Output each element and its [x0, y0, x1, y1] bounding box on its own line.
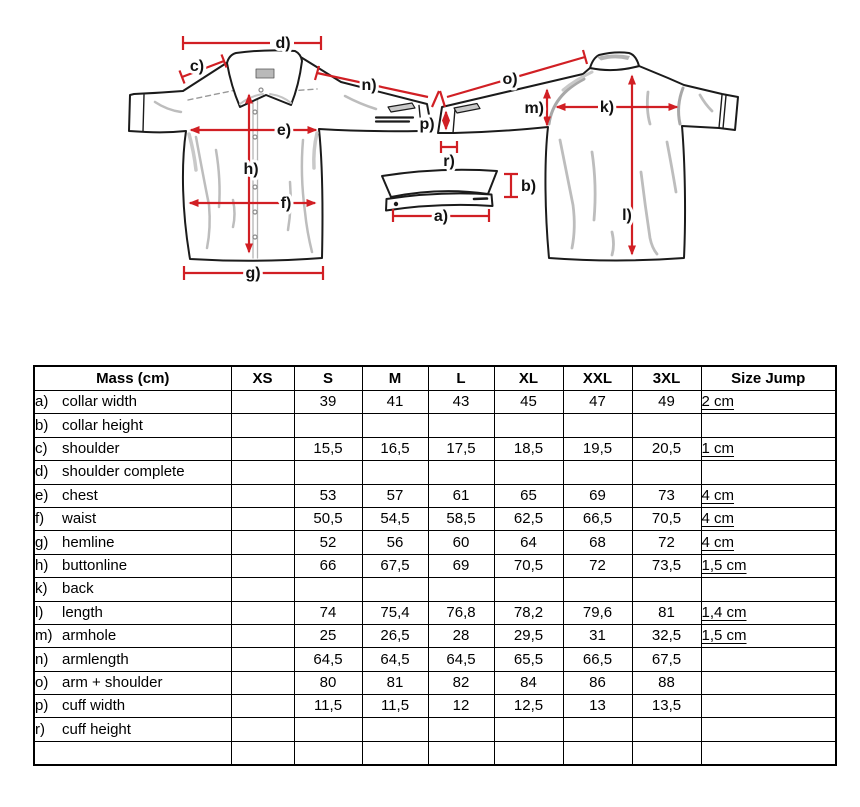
measure-letter: a) [35, 393, 49, 411]
column-header-mass: Mass (cm) [34, 366, 231, 391]
size-value-cell [294, 414, 362, 437]
size-value-cell: 25 [294, 624, 362, 647]
measure-letter: d) [35, 463, 49, 481]
measure-label-m: m) [524, 100, 544, 117]
size-value-cell: 79,6 [563, 601, 632, 624]
size-value-cell: 56 [362, 531, 428, 554]
size-value-cell: 64,5 [428, 648, 494, 671]
size-value-cell: 15,5 [294, 437, 362, 460]
table-row [34, 437, 836, 460]
size-value-cell [231, 718, 294, 741]
measure-name: collar height [62, 416, 143, 434]
size-jump-cell [701, 695, 836, 718]
size-value-cell: 82 [428, 671, 494, 694]
size-jump-cell [701, 507, 836, 530]
measure-name: waist [62, 510, 97, 528]
measure-letter: b) [35, 416, 49, 434]
shirt-front-illustration [129, 50, 435, 260]
table-row [34, 507, 836, 530]
table-row [34, 484, 836, 507]
table-row [34, 695, 836, 718]
size-jump-value: 2 cm [701, 393, 735, 411]
size-value-cell [362, 741, 428, 765]
size-value-cell: 50,5 [294, 507, 362, 530]
size-jump-cell [701, 531, 836, 554]
column-header-size-jump: Size Jump [701, 366, 836, 391]
size-value-cell [231, 531, 294, 554]
measure-label-l: l) [622, 207, 632, 224]
size-value-cell: 19,5 [563, 437, 632, 460]
measure-letter: n) [35, 650, 49, 668]
size-jump-cell [701, 671, 836, 694]
measure-name: armlength [62, 650, 129, 668]
table-row [34, 624, 836, 647]
measure-letter: g) [35, 533, 49, 551]
measure-label-k: k) [599, 99, 615, 116]
collar-illustration [382, 170, 497, 211]
size-value-cell: 13 [563, 695, 632, 718]
measure-name: hemline [62, 533, 115, 551]
measure-name-cell [34, 578, 231, 601]
size-value-cell: 64,5 [362, 648, 428, 671]
size-value-cell [563, 578, 632, 601]
size-value-cell [231, 624, 294, 647]
size-value-cell [362, 718, 428, 741]
measure-label-h: h) [243, 161, 259, 178]
size-jump-value: 4 cm [701, 533, 735, 551]
measure-letter: h) [35, 557, 49, 575]
size-value-cell: 66 [294, 554, 362, 577]
measure-name-cell [34, 624, 231, 647]
measure-name: back [62, 580, 94, 598]
size-value-cell: 39 [294, 391, 362, 414]
size-value-cell: 86 [563, 671, 632, 694]
size-value-cell [563, 741, 632, 765]
size-value-cell: 76,8 [428, 601, 494, 624]
measure-letter: r) [35, 720, 45, 738]
measure-letter: o) [35, 674, 49, 691]
size-value-cell: 58,5 [428, 507, 494, 530]
table-row [34, 461, 836, 484]
table-row [34, 531, 836, 554]
measure-name: cuff width [62, 697, 126, 715]
size-value-cell [294, 741, 362, 765]
measure-name: arm + shoulder [62, 674, 163, 691]
size-value-cell: 28 [428, 624, 494, 647]
measure-name-cell [34, 507, 231, 530]
size-value-cell [632, 414, 701, 437]
table-row [34, 414, 836, 437]
size-value-cell [632, 741, 701, 765]
size-jump-value: 4 cm [701, 486, 735, 504]
size-value-cell: 72 [632, 531, 701, 554]
size-value-cell [231, 648, 294, 671]
size-value-cell [632, 578, 701, 601]
size-value-cell [231, 741, 294, 765]
size-value-cell: 88 [632, 671, 701, 694]
size-value-cell [294, 718, 362, 741]
measure-letter: l) [35, 603, 44, 621]
size-value-cell [231, 507, 294, 530]
size-jump-cell [701, 578, 836, 601]
size-value-cell [563, 414, 632, 437]
measure-name: shoulder complete [62, 463, 185, 481]
size-value-cell: 64 [494, 531, 563, 554]
size-value-cell [494, 741, 563, 765]
size-value-cell [428, 718, 494, 741]
size-table [33, 365, 837, 766]
size-value-cell: 74 [294, 601, 362, 624]
size-value-cell [563, 461, 632, 484]
size-value-cell: 73 [632, 484, 701, 507]
size-value-cell: 69 [563, 484, 632, 507]
size-value-cell [494, 578, 563, 601]
size-jump-cell [701, 648, 836, 671]
measure-name-cell [34, 414, 231, 437]
size-jump-value: 1,5 cm [701, 627, 747, 645]
measure-letter: p) [35, 697, 49, 715]
measure-label-n: n) [361, 77, 377, 94]
size-value-cell: 84 [494, 671, 563, 694]
size-value-cell: 20,5 [632, 437, 701, 460]
size-table-body [34, 391, 836, 766]
size-value-cell: 16,5 [362, 437, 428, 460]
size-value-cell [231, 601, 294, 624]
measure-name-cell [34, 554, 231, 577]
measure-name-cell [34, 718, 231, 741]
size-jump-value: 1,4 cm [701, 603, 747, 621]
size-value-cell: 72 [563, 554, 632, 577]
size-value-cell: 70,5 [494, 554, 563, 577]
size-value-cell [231, 695, 294, 718]
measure-name: collar width [62, 393, 138, 411]
measure-name-cell [34, 531, 231, 554]
size-value-cell: 65,5 [494, 648, 563, 671]
size-value-cell [294, 461, 362, 484]
size-value-cell [563, 718, 632, 741]
measure-name: chest [62, 486, 98, 504]
measure-label-o: o) [502, 71, 518, 88]
measure-name-cell [34, 437, 231, 460]
size-value-cell: 69 [428, 554, 494, 577]
size-value-cell: 17,5 [428, 437, 494, 460]
size-jump-cell [701, 718, 836, 741]
measure-name-cell [34, 695, 231, 718]
size-value-cell: 75,4 [362, 601, 428, 624]
size-value-cell: 78,2 [494, 601, 563, 624]
size-value-cell: 31 [563, 624, 632, 647]
size-value-cell: 54,5 [362, 507, 428, 530]
table-header-row [34, 366, 836, 391]
size-value-cell: 32,5 [632, 624, 701, 647]
size-value-cell: 11,5 [294, 695, 362, 718]
size-jump-cell [701, 624, 836, 647]
size-value-cell: 26,5 [362, 624, 428, 647]
measure-label-g: g) [245, 265, 261, 282]
size-value-cell: 65 [494, 484, 563, 507]
size-value-cell [494, 414, 563, 437]
size-value-cell [231, 484, 294, 507]
size-value-cell [231, 461, 294, 484]
shirt-back-illustration [438, 52, 738, 260]
measure-label-r: r) [443, 153, 455, 170]
size-jump-cell [701, 554, 836, 577]
table-row [34, 391, 836, 414]
size-value-cell: 11,5 [362, 695, 428, 718]
measure-name: cuff height [62, 720, 131, 738]
size-value-cell [362, 461, 428, 484]
table-row [34, 718, 836, 741]
collar-button [394, 202, 398, 206]
measure-name: buttonline [62, 557, 128, 575]
measure-name-cell [34, 671, 231, 694]
size-value-cell [231, 671, 294, 694]
size-value-cell: 61 [428, 484, 494, 507]
size-value-cell: 67,5 [632, 648, 701, 671]
measure-name-cell [34, 484, 231, 507]
size-jump-cell [701, 391, 836, 414]
size-value-cell [632, 461, 701, 484]
size-value-cell: 62,5 [494, 507, 563, 530]
size-jump-cell [701, 484, 836, 507]
measure-name-cell [34, 741, 231, 765]
measure-label-f: f) [280, 195, 292, 212]
size-value-cell [294, 578, 362, 601]
measure-letter: k) [35, 580, 48, 598]
column-header-3xl: 3XL [632, 366, 701, 391]
size-value-cell: 13,5 [632, 695, 701, 718]
size-value-cell: 81 [362, 671, 428, 694]
size-value-cell: 12 [428, 695, 494, 718]
measure-label-e: e) [276, 122, 292, 139]
size-value-cell: 29,5 [494, 624, 563, 647]
measure-name-cell [34, 648, 231, 671]
size-value-cell: 12,5 [494, 695, 563, 718]
size-jump-value: 4 cm [701, 510, 735, 528]
measure-name: shoulder [62, 440, 120, 458]
size-value-cell: 45 [494, 391, 563, 414]
size-value-cell: 81 [632, 601, 701, 624]
size-value-cell: 57 [362, 484, 428, 507]
size-value-cell: 52 [294, 531, 362, 554]
size-jump-cell [701, 437, 836, 460]
column-header-xl: XL [494, 366, 563, 391]
size-value-cell [494, 461, 563, 484]
size-value-cell: 49 [632, 391, 701, 414]
table-row [34, 554, 836, 577]
size-value-cell [362, 414, 428, 437]
size-jump-cell [701, 741, 836, 765]
table-row [34, 601, 836, 624]
measure-label-d: d) [275, 35, 291, 52]
size-value-cell: 70,5 [632, 507, 701, 530]
size-value-cell: 64,5 [294, 648, 362, 671]
size-jump-value: 1,5 cm [701, 557, 747, 575]
size-value-cell: 80 [294, 671, 362, 694]
measure-label-b: b) [521, 178, 537, 195]
size-value-cell: 43 [428, 391, 494, 414]
size-value-cell: 60 [428, 531, 494, 554]
collar-buttonhole [474, 199, 487, 200]
size-value-cell [231, 391, 294, 414]
measure-letter: f) [35, 510, 45, 528]
measure-name-cell [34, 601, 231, 624]
table-row [34, 578, 836, 601]
measure-name-cell [34, 461, 231, 484]
size-value-cell [231, 437, 294, 460]
table-row [34, 741, 836, 765]
measure-letter: e) [35, 486, 49, 504]
measure-name: length [62, 603, 103, 621]
size-value-cell [632, 718, 701, 741]
measure-label-a: a) [433, 208, 449, 225]
size-value-cell: 73,5 [632, 554, 701, 577]
size-value-cell [362, 578, 428, 601]
size-value-cell: 41 [362, 391, 428, 414]
measure-letter: c) [35, 440, 48, 458]
size-value-cell [428, 461, 494, 484]
size-jump-value: 1 cm [701, 440, 735, 458]
column-header-xs: XS [231, 366, 294, 391]
measure-name-cell [34, 391, 231, 414]
column-header-s: S [294, 366, 362, 391]
size-value-cell: 53 [294, 484, 362, 507]
measure-label-p: p) [419, 116, 435, 133]
size-value-cell: 67,5 [362, 554, 428, 577]
size-value-cell [428, 578, 494, 601]
size-value-cell: 66,5 [563, 648, 632, 671]
shirt-measurement-diagram [0, 0, 860, 340]
size-value-cell [231, 578, 294, 601]
size-jump-cell [701, 601, 836, 624]
column-header-m: M [362, 366, 428, 391]
measure-label-c: c) [189, 58, 205, 75]
size-value-cell: 68 [563, 531, 632, 554]
size-value-cell: 18,5 [494, 437, 563, 460]
size-jump-cell [701, 461, 836, 484]
size-value-cell: 66,5 [563, 507, 632, 530]
size-value-cell [428, 741, 494, 765]
size-value-cell [428, 414, 494, 437]
measure-name: armhole [62, 627, 117, 645]
size-value-cell: 47 [563, 391, 632, 414]
column-header-xxl: XXL [563, 366, 632, 391]
size-value-cell [231, 414, 294, 437]
column-header-l: L [428, 366, 494, 391]
size-value-cell [494, 718, 563, 741]
measure-letter: m) [35, 627, 53, 645]
table-row [34, 671, 836, 694]
table-row [34, 648, 836, 671]
size-jump-cell [701, 414, 836, 437]
size-value-cell [231, 554, 294, 577]
